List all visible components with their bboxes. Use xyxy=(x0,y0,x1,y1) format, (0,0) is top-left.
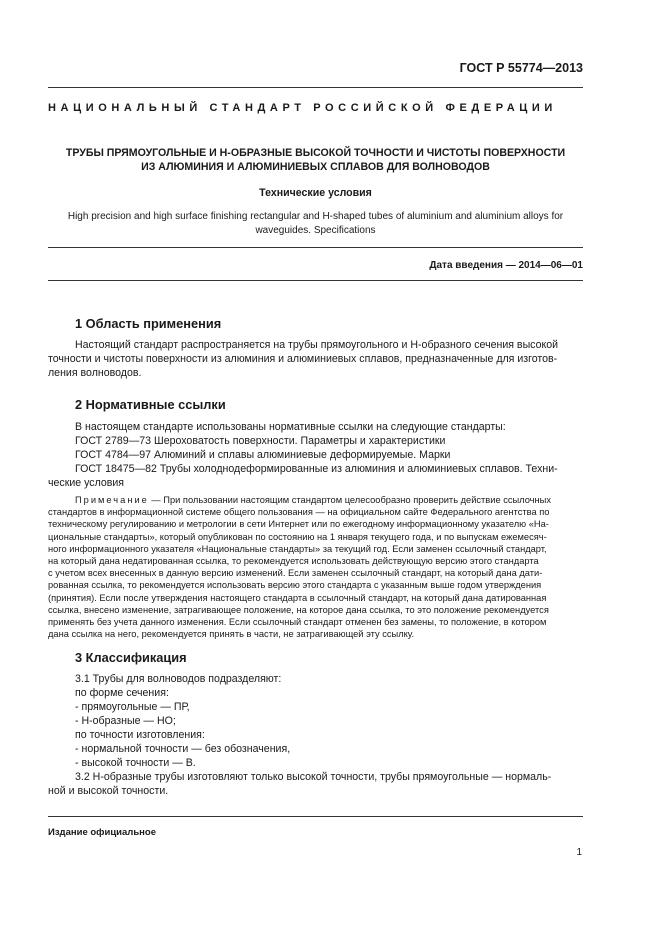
note-line-11: применять без учета данного изменения. Если ссылочный стандарт отменен без замены, то положение, в котором xyxy=(48,617,547,628)
note-line-4: циональные стандарты», который опубликован по состоянию на 1 января текущего года, и по выпускам ежемесяч- xyxy=(48,531,547,542)
section-3-heading: 3 Классификация xyxy=(75,650,187,665)
introduction-date: Дата введения — 2014—06—01 xyxy=(429,260,583,271)
document-subtitle: Технические условия xyxy=(259,187,372,199)
classification-rectangular: - прямоугольные — ПР, xyxy=(75,701,190,713)
classification-3-1: 3.1 Трубы для волноводов подразделяют: xyxy=(75,673,282,685)
english-title xyxy=(48,210,583,238)
classification-normal-precision: - нормальной точности — без обозначения, xyxy=(75,743,291,755)
classification-3-2 xyxy=(48,770,583,798)
standard-code: ГОСТ Р 55774—2013 xyxy=(459,61,583,75)
section-1-line-3: ления волноводов. xyxy=(48,367,142,379)
classification-3-2-line-1: 3.2 Н-образные трубы изготовляют только высокой точности, трубы прямоугольные — нормаль- xyxy=(75,771,552,783)
classification-by-shape: по форме сечения: xyxy=(75,687,169,699)
note-line-3: техническому регулированию и метрологии в сети Интернет или по ежегодному информационному указателю «На- xyxy=(48,519,549,530)
section-1-heading: 1 Область применения xyxy=(75,316,222,331)
official-edition-label: Издание официальное xyxy=(48,827,156,838)
title-rule-top xyxy=(48,247,583,248)
section-1-line-1: Настоящий стандарт распространяется на трубы прямоугольного и Н-образного сечения высокой xyxy=(75,339,559,351)
reference-gost-18475: ГОСТ 18475—82 Трубы холоднодеформированные из алюминия и алюминиевых сплавов. Техни- xyxy=(75,463,558,475)
section-1-line-2: точности и чистоты поверхности из алюминия и алюминиевых сплавов, предназначенные для изготов- xyxy=(48,353,558,365)
header-rule xyxy=(48,87,583,88)
note-line-7: с учетом всех внесенных в данную версию изменений. Если заменен ссылочный стандарт, на который дана дати- xyxy=(48,568,543,579)
classification-high-precision: - высокой точности — В. xyxy=(75,757,196,769)
title-line-2: ИЗ АЛЮМИНИЯ И АЛЮМИНИЕВЫХ СПЛАВОВ ДЛЯ ВОЛНОВОДОВ xyxy=(141,161,490,173)
note-line-5: ного информационного указателя «Национальные стандарты» за текущий год. Если заменен ссылочный стандарт, xyxy=(48,543,547,554)
reference-gost-4784: ГОСТ 4784—97 Алюминий и сплавы алюминиевые деформируемые. Марки xyxy=(75,449,451,461)
section-2-heading: 2 Нормативные ссылки xyxy=(75,397,226,412)
page-number: 1 xyxy=(576,847,582,858)
note-line-2: стандартов в информационной системе общего пользования — на официальном сайте Федерального агентства по xyxy=(48,507,550,518)
section-1-paragraph xyxy=(48,338,583,380)
classification-3-2-line-2: ной и высокой точности. xyxy=(48,785,169,797)
section-2-intro: В настоящем стандарте использованы нормативные ссылки на следующие стандарты: xyxy=(75,421,506,433)
note-line-8: рованная ссылка, то рекомендуется использовать версию этого стандарта с указанным выше годом утверждения xyxy=(48,580,542,591)
title-rule-bottom xyxy=(48,280,583,281)
note-label: Примечание xyxy=(75,495,149,505)
note-block xyxy=(48,494,583,640)
document-title xyxy=(48,146,583,174)
note-line-12: дана ссылка на него, рекомендуется принять в части, не затрагивающей эту ссылку. xyxy=(48,629,415,640)
footer-rule xyxy=(48,816,583,817)
national-standard-heading: НАЦИОНАЛЬНЫЙ СТАНДАРТ РОССИЙСКОЙ ФЕДЕРАЦИИ xyxy=(48,102,557,114)
note-line-1: — При пользовании настоящим стандартом целесообразно проверить действие ссылочных xyxy=(148,495,551,505)
classification-h-shaped: - Н-образные — НО; xyxy=(75,715,176,727)
classification-by-precision: по точности изготовления: xyxy=(75,729,205,741)
reference-gost-18475-cont: ческие условия xyxy=(48,477,125,489)
english-title-line-2: waveguides. Specifications xyxy=(255,225,376,236)
title-line-1: ТРУБЫ ПРЯМОУГОЛЬНЫЕ И Н-ОБРАЗНЫЕ ВЫСОКОЙ ТОЧНОСТИ И ЧИСТОТЫ ПОВЕРХНОСТИ xyxy=(65,147,566,159)
english-title-line-1: High precision and high surface finishing rectangular and H-shaped tubes of aluminium and aluminium alloys for xyxy=(67,211,564,222)
reference-gost-2789: ГОСТ 2789—73 Шероховатость поверхности. Параметры и характеристики xyxy=(75,435,446,447)
note-line-10: ссылка, внесено изменение, затрагивающее положение, на которое дана ссылка, то это положение рекомендуется xyxy=(48,604,549,615)
note-line-9: (принятия). Если после утверждения настоящего стандарта в ссылочный стандарт, на который дана датированная xyxy=(48,592,547,603)
note-line-6: на который дана недатированная ссылка, то рекомендуется использовать действующую версию этого стандарта xyxy=(48,556,539,567)
